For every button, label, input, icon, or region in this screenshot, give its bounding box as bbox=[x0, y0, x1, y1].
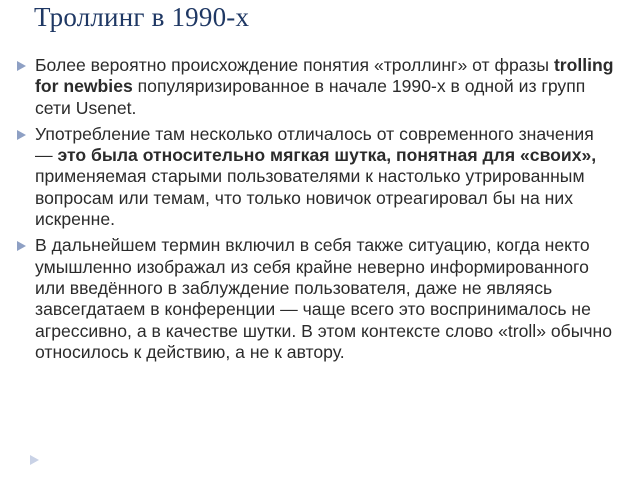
paragraph-text: Употребление там несколько отличалось от современного значения — bbox=[35, 123, 594, 166]
bullet-item-2 bbox=[14, 124, 614, 230]
paragraph-bold-text: trolling for newbies bbox=[35, 55, 614, 97]
triangle-bullet-icon bbox=[17, 130, 26, 140]
paragraph-bold-text: это была относительно мягкая шутка, понятная для «своих», bbox=[57, 145, 597, 166]
triangle-bullet-icon bbox=[17, 241, 26, 251]
paragraph-text: Более вероятно происхождение понятия «троллинг» от фразы bbox=[35, 55, 554, 75]
paragraph-text: применяемая старыми пользователями к настолько утрированным вопросам или темам, что только новичок отреагировал бы на них искренне. bbox=[35, 166, 585, 230]
paragraph-text: популяризированное в начале 1990-х в одной из групп сети Usenet. bbox=[35, 76, 586, 118]
empty-bullet-icon bbox=[30, 455, 39, 465]
paragraph-text: В дальнейшем термин включил в себя также ситуацию, когда некто умышленно изображал из себя крайне неверно информированного или введённого в заблуждение пользователя, даже не являясь завсегдатаем в конференции — чаще всего это воспринималось не агрессивно, а в качестве шутки. В этом контексте слово «troll» обычно относилось к действию, а не к автору. bbox=[35, 235, 613, 362]
triangle-bullet-icon bbox=[17, 61, 26, 71]
bullet-item-3 bbox=[14, 235, 614, 363]
slide-title: Троллинг в 1990-х bbox=[34, 2, 250, 32]
bullet-list bbox=[14, 55, 614, 368]
bullet-item-1 bbox=[14, 55, 614, 119]
